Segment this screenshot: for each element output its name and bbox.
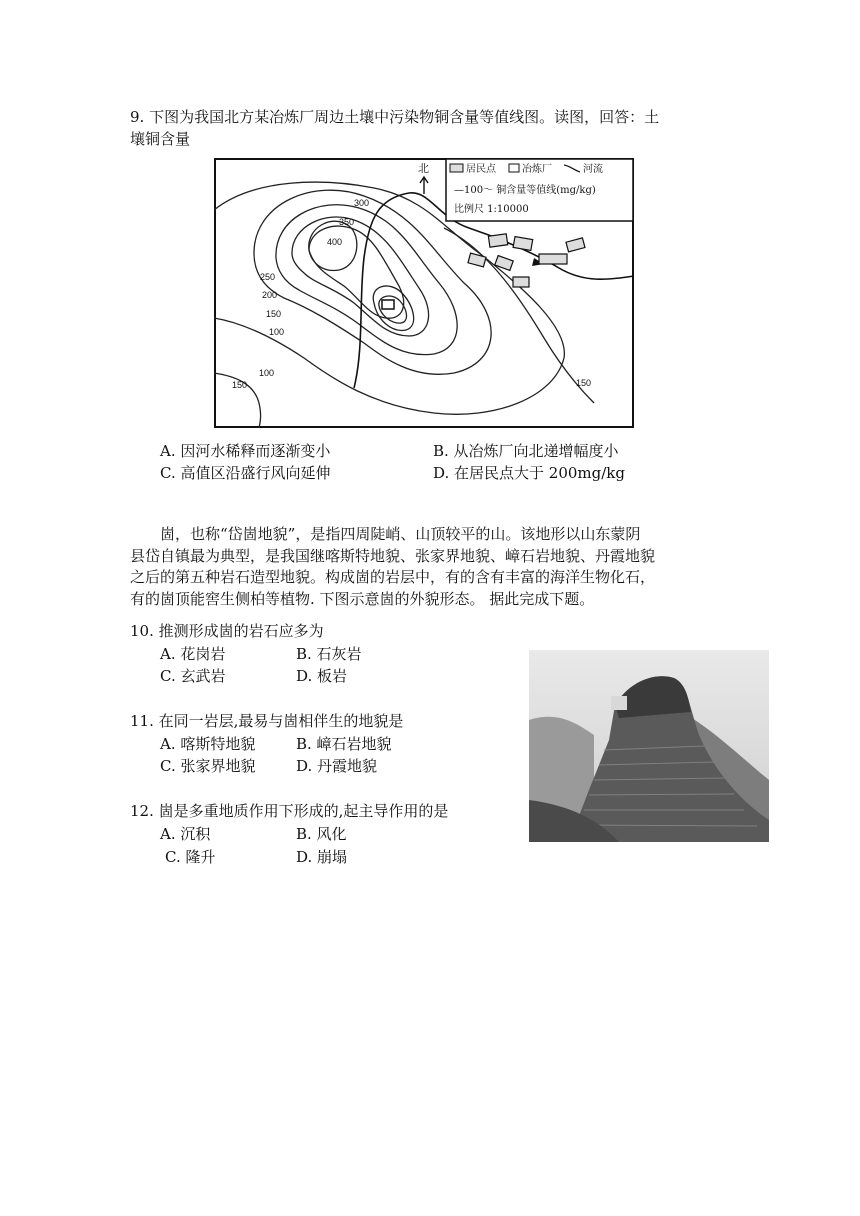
q9-option-b: B. 从冶炼厂向北递增幅度小	[433, 442, 619, 460]
legend-smelter-label: 冶炼厂	[522, 164, 552, 175]
q11-option-b: B. 嶂石岩地貌	[296, 735, 392, 753]
passage-line: 崮，也称“岱崮地貌”，是指四周陡峭、山顶较平的山。该地形以山东蒙阴	[130, 525, 641, 543]
contour-label: 300	[354, 198, 370, 208]
q12-stem: 12. 崮是多重地质作用下形成的,起主导作用的是	[130, 802, 449, 820]
legend-scale-label: 比例尺 1:10000	[454, 204, 529, 215]
passage	[130, 524, 730, 610]
settlement	[539, 254, 567, 264]
q12-option-b: B. 风化	[296, 825, 347, 843]
q9-stem-line1: 9. 下图为我国北方某冶炼厂周边土壤中污染物铜含量等值线图。读图，回答：土	[130, 108, 660, 126]
q11-option-a: A. 喀斯特地貌	[160, 735, 256, 753]
q11-stem: 11. 在同一岩层,最易与崮相伴生的地貌是	[130, 712, 404, 730]
contour-label: 200	[262, 290, 278, 300]
q12-option-c: C. 隆升	[165, 848, 216, 866]
legend-settlement-label: 居民点	[466, 164, 496, 175]
q11-option-d: D. 丹霞地貌	[296, 757, 378, 775]
legend-contour-label: —100～ 铜含量等值线(mg/kg)	[454, 185, 596, 196]
north-label: 北	[418, 162, 429, 175]
q11-option-c: C. 张家界地貌	[160, 757, 256, 775]
legend-river-label: 河流	[583, 164, 603, 175]
passage-line: 有的崮顶能窖生侧柏等植物. 下图示意崮的外貌形态。 据此完成下题。	[130, 589, 595, 608]
contour-label: 150	[232, 380, 248, 390]
legend-settlement-icon	[450, 164, 463, 172]
smelter-symbol	[382, 300, 394, 309]
q9-stem-line2: 壤铜含量	[130, 130, 191, 148]
q9-option-d: D. 在居民点大于 200mg/kg	[433, 464, 625, 482]
contour-label: 350	[339, 217, 355, 227]
q10-option-d: D. 板岩	[296, 667, 348, 685]
q12-option-a: A. 沉积	[160, 825, 211, 843]
settlement	[513, 277, 529, 287]
q10-option-a: A. 花岗岩	[160, 645, 226, 663]
settlement	[488, 234, 507, 247]
passage-line: 之后的第五种岩石造型地貌。构成崮的岩层中，有的含有丰富的海洋生物化石，	[130, 568, 656, 586]
contour-label: 100	[259, 368, 275, 378]
passage-line: 县岱自镇最为典型，是我国继喀斯特地貌、张家界地貌、嶂石岩地貌、丹霞地貌	[130, 546, 656, 565]
contour-label: 250	[260, 272, 276, 282]
contour-label: 400	[327, 237, 343, 247]
contour-label: 150	[576, 378, 592, 388]
map-legend	[446, 159, 633, 221]
copper-contour-map	[214, 158, 634, 428]
gu-landform-photo	[529, 650, 769, 842]
q10-stem: 10. 推测形成崮的岩石应多为	[130, 622, 324, 640]
settlement	[513, 237, 533, 251]
contour-label: 150	[266, 309, 282, 319]
q10-option-b: B. 石灰岩	[296, 645, 362, 663]
q9-option-c: C. 高值区沿盛行风向延伸	[160, 464, 331, 482]
legend-smelter-icon	[509, 164, 519, 172]
contour-label: 100	[269, 327, 285, 337]
q12-option-d: D. 崩塌	[296, 848, 348, 866]
q9-option-a: A. 因河水稀释而逐渐变小	[160, 442, 331, 460]
q10-option-c: C. 玄武岩	[160, 667, 226, 685]
